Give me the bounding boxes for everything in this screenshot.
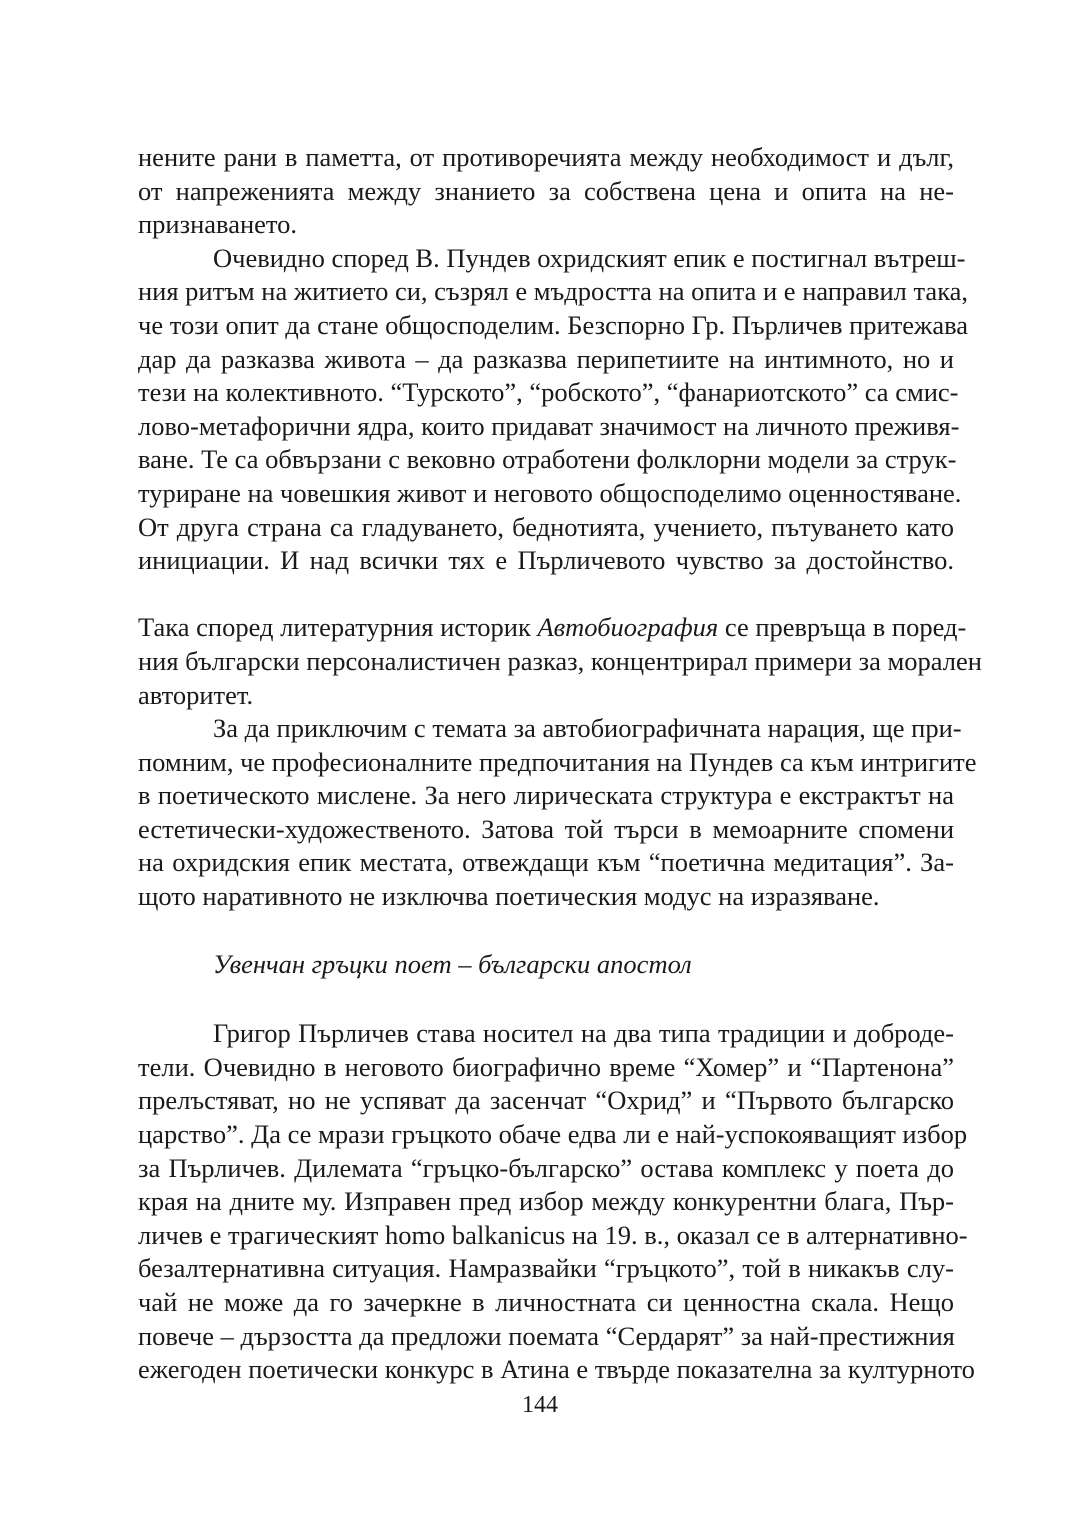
text-line: Очевидно според В. Пундев охридският епик е постигнал вътреш-	[213, 242, 966, 273]
text-line: признаването.	[138, 209, 297, 240]
text-line: Григор Пърличев става носител на два типа традиции и доброде-	[213, 1018, 954, 1049]
text-line: повече – дързостта да предложи поемата “Сердарят” за най-престижния	[138, 1320, 955, 1351]
text-line: туриране на човешкия живот и неговото общосподелимо оценностяване.	[138, 477, 962, 508]
page-number: 144	[522, 1392, 558, 1418]
text-line	[138, 578, 954, 612]
text-line: прелъстяват, но не успяват да засенчат “Охрид” и “Първото българско	[138, 1085, 954, 1116]
text-line: че този опит да стане общосподелим. Безспорно Гр. Пърличев притежава	[138, 309, 969, 340]
text-line: тели. Очевидно в неговото биографично време “Хомер” и “Партенона”	[138, 1051, 954, 1082]
text-line: От друга страна са гладуването, беднотията, учението, пътуването като	[138, 511, 954, 542]
paragraph	[138, 1017, 975, 1387]
text-line: ния български персоналистичен разказ, концентрирал примери за морален	[138, 645, 982, 676]
text-line: За да приключим с темата за автобиографичната нарация, ще при-	[213, 713, 962, 744]
text-line: края на дните му. Изправен пред избор между конкурентни блага, Пър-	[138, 1186, 954, 1217]
text-line: в поетическото мислене. За него лирическата структура е екстрактът на	[138, 780, 954, 811]
paragraph	[138, 242, 982, 712]
paragraph	[138, 141, 954, 242]
text-line: тези на колективното. “Турското”, “робското”, “фанариотското” са смис-	[138, 377, 959, 408]
text-line: от напреженията между знанието за собствена цена и опита на не-	[138, 175, 954, 206]
text-line-with-title	[138, 611, 967, 645]
text-line: чай не може да го зачеркне в личностната си ценностна скала. Нещо	[138, 1287, 954, 1317]
text-line: щото наративното не изключва поетическия модус на изразяване.	[138, 881, 880, 912]
paragraph	[138, 712, 977, 914]
text-line: нените рани в паметта, от противоречията между необходимост и дълг,	[138, 142, 954, 172]
book-title: Автобиография	[537, 612, 719, 643]
text-line: лово-метафорични ядра, които придават значимост на личното преживя-	[138, 410, 960, 441]
text-line: ване. Те са обвързани с вековно отработени фолклорни модели за струк-	[138, 444, 957, 475]
page-body	[138, 141, 982, 1387]
text-line: личев е трагическият homo balkanicus на 19. в., оказал се в алтернативно-	[138, 1219, 968, 1250]
text-line: естетически-художественото. Затова той търси в мемоарните спомени	[138, 813, 954, 844]
text-fragment: се превръща в поред-	[718, 612, 967, 643]
text-line: дар да разказва живота – да разказва перипетиите на интимното, но и	[138, 343, 954, 374]
text-line: на охридския епик местата, отвеждащи към “поетична медитация”. За-	[138, 847, 954, 878]
text-line: авторитет.	[138, 679, 254, 710]
text-line: за Пърличев. Дилемата “гръцко-българско” остава комплекс у поета до	[138, 1152, 954, 1183]
text-line: безалтернативна ситуация. Намразвайки “гръцкото”, той в никакъв слу-	[138, 1253, 954, 1284]
text-line: помним, че професионалните предпочитания на Пундев са към интригите	[138, 746, 977, 777]
text-line: ежегоден поетически конкурс в Атина е твърде показателна за културното	[138, 1354, 975, 1385]
text-line: царство”. Да се мрази гръцкото обаче едва ли е най-успокояващият избор	[138, 1119, 968, 1150]
section-heading: Увенчан гръцки поет – български апостол	[213, 948, 692, 979]
text-line: ния ритъм на житието си, съзрял е мъдростта на опита и е направил така,	[138, 276, 969, 307]
text-line: инициации. И над всички тях е Пърличевото чувство за достойнство.	[138, 545, 954, 576]
text-fragment: Така според литературния историк	[138, 612, 538, 643]
